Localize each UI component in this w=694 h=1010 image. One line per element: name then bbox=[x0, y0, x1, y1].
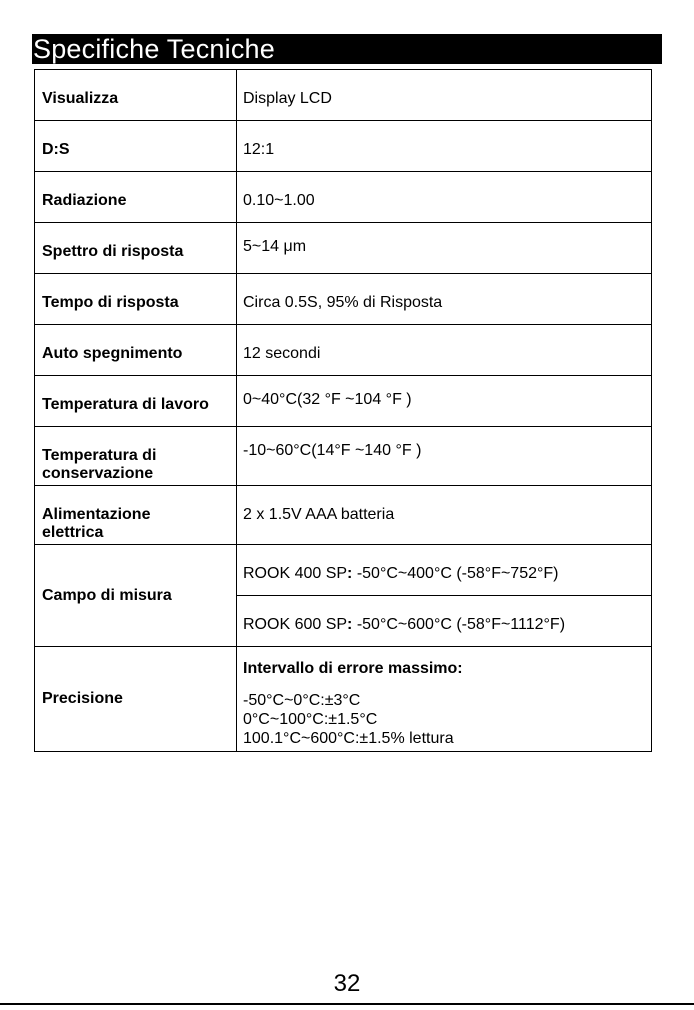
table-row bbox=[35, 427, 652, 486]
precision-line: 100.1°C~600°C:±1.5% lettura bbox=[243, 730, 454, 747]
table-row bbox=[35, 647, 652, 752]
row-label-line: conservazione bbox=[42, 465, 154, 482]
row-value: 0.10~1.00 bbox=[243, 192, 315, 209]
precision-line: 0°C~100°C:±1.5°C bbox=[243, 711, 378, 728]
row-value: -10~60°C(14°F ~140 °F ) bbox=[243, 442, 422, 459]
row-label-line: elettrica bbox=[42, 524, 104, 541]
section-title-bar bbox=[32, 34, 662, 64]
row-value: ROOK 400 SP: -50°C~400°C (-58°F~752°F) bbox=[243, 565, 559, 582]
row-value: 0~40°C(32 °F ~104 °F ) bbox=[243, 391, 412, 408]
table-row bbox=[35, 70, 652, 121]
table-row bbox=[35, 172, 652, 223]
precision-heading: Intervallo di errore massimo: bbox=[243, 660, 463, 677]
model-range: -50°C~400°C (-58°F~752°F) bbox=[352, 565, 559, 582]
row-label: D:S bbox=[42, 141, 70, 158]
row-label-line: Alimentazione bbox=[42, 506, 151, 523]
row-value: Circa 0.5S, 95% di Risposta bbox=[243, 294, 443, 311]
row-label-line: Temperatura di bbox=[42, 447, 157, 464]
page-number: 32 bbox=[333, 970, 361, 997]
model-name: ROOK 600 SP bbox=[243, 616, 348, 633]
row-label: Temperatura di lavoro bbox=[42, 396, 209, 413]
table-row bbox=[35, 376, 652, 427]
row-label: Visualizza bbox=[42, 90, 119, 107]
row-value: 2 x 1.5V AAA batteria bbox=[243, 506, 395, 523]
row-label: Precisione bbox=[42, 690, 123, 707]
row-label: Radiazione bbox=[42, 192, 127, 209]
row-value: 12:1 bbox=[243, 141, 275, 158]
table-row bbox=[35, 274, 652, 325]
table-row bbox=[35, 545, 652, 596]
page-bottom-rule bbox=[0, 1003, 694, 1005]
row-value: Display LCD bbox=[243, 90, 332, 107]
table-row bbox=[35, 121, 652, 172]
table-row bbox=[35, 486, 652, 545]
model-range: -50°C~600°C (-58°F~1112°F) bbox=[352, 616, 566, 633]
row-label: Tempo di risposta bbox=[42, 294, 179, 311]
row-value: 5~14 μm bbox=[243, 238, 307, 255]
model-name: ROOK 400 SP bbox=[243, 565, 348, 582]
row-label: Campo di misura bbox=[42, 586, 172, 604]
section-title: Specifiche Tecniche bbox=[33, 34, 275, 64]
precision-line: -50°C~0°C:±3°C bbox=[243, 692, 361, 709]
spec-table bbox=[34, 69, 652, 752]
table-row bbox=[35, 325, 652, 376]
row-value: 12 secondi bbox=[243, 345, 321, 362]
row-label: Spettro di risposta bbox=[42, 243, 184, 260]
table-row bbox=[35, 223, 652, 274]
row-value: ROOK 600 SP: -50°C~600°C (-58°F~1112°F) bbox=[243, 616, 566, 633]
row-label: Auto spegnimento bbox=[42, 345, 183, 362]
